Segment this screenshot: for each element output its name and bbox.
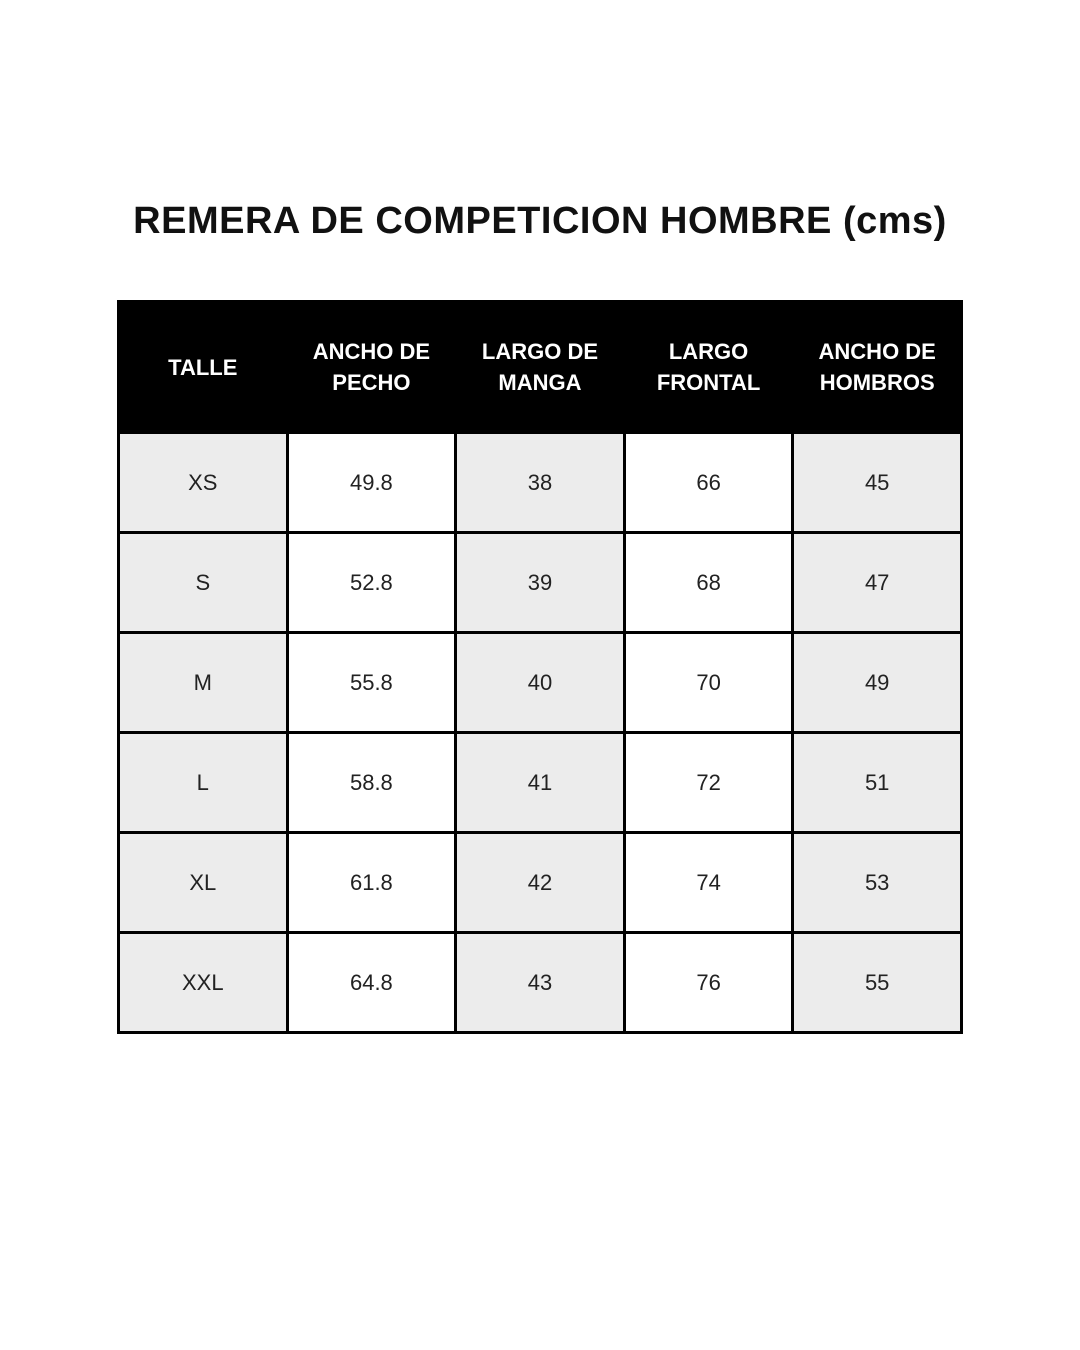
header-largo-frontal bbox=[624, 302, 793, 433]
cell-talle: S bbox=[119, 533, 288, 633]
header-row bbox=[119, 302, 962, 433]
cell-talle: L bbox=[119, 733, 288, 833]
table-row bbox=[119, 833, 962, 933]
cell-ancho-de-hombros: 53 bbox=[793, 833, 962, 933]
header-label: ANCHO DE PECHO bbox=[312, 339, 431, 395]
cell-largo-frontal: 66 bbox=[624, 433, 793, 533]
cell-largo-de-manga: 42 bbox=[456, 833, 625, 933]
cell-largo-de-manga: 41 bbox=[456, 733, 625, 833]
header-largo-de-manga bbox=[456, 302, 625, 433]
header-label: LARGO FRONTAL bbox=[656, 339, 761, 395]
cell-largo-de-manga: 43 bbox=[456, 933, 625, 1033]
cell-ancho-de-hombros: 55 bbox=[793, 933, 962, 1033]
cell-ancho-de-pecho: 64.8 bbox=[287, 933, 456, 1033]
page-title: REMERA DE COMPETICION HOMBRE (cms) bbox=[133, 200, 947, 242]
header-label: LARGO DE MANGA bbox=[481, 339, 599, 395]
cell-ancho-de-pecho: 55.8 bbox=[287, 633, 456, 733]
cell-largo-frontal: 72 bbox=[624, 733, 793, 833]
cell-largo-frontal: 76 bbox=[624, 933, 793, 1033]
cell-ancho-de-hombros: 51 bbox=[793, 733, 962, 833]
table-row bbox=[119, 533, 962, 633]
header-ancho-de-hombros bbox=[793, 302, 962, 433]
table-header bbox=[119, 302, 962, 433]
cell-largo-frontal: 74 bbox=[624, 833, 793, 933]
table-row bbox=[119, 633, 962, 733]
cell-largo-frontal: 70 bbox=[624, 633, 793, 733]
cell-talle: M bbox=[119, 633, 288, 733]
cell-ancho-de-pecho: 61.8 bbox=[287, 833, 456, 933]
cell-largo-de-manga: 39 bbox=[456, 533, 625, 633]
table-row bbox=[119, 433, 962, 533]
table-body bbox=[119, 433, 962, 1033]
cell-largo-de-manga: 38 bbox=[456, 433, 625, 533]
table-row bbox=[119, 933, 962, 1033]
cell-ancho-de-pecho: 49.8 bbox=[287, 433, 456, 533]
cell-talle: XS bbox=[119, 433, 288, 533]
cell-ancho-de-pecho: 58.8 bbox=[287, 733, 456, 833]
header-label: TALLE bbox=[168, 354, 238, 380]
header-label: ANCHO DE HOMBROS bbox=[818, 339, 936, 395]
header-talle bbox=[119, 302, 288, 433]
header-ancho-de-pecho bbox=[287, 302, 456, 433]
table-row bbox=[119, 733, 962, 833]
cell-ancho-de-hombros: 49 bbox=[793, 633, 962, 733]
cell-largo-de-manga: 40 bbox=[456, 633, 625, 733]
cell-ancho-de-hombros: 47 bbox=[793, 533, 962, 633]
cell-ancho-de-pecho: 52.8 bbox=[287, 533, 456, 633]
cell-ancho-de-hombros: 45 bbox=[793, 433, 962, 533]
size-chart-table bbox=[117, 300, 963, 1034]
cell-talle: XXL bbox=[119, 933, 288, 1033]
cell-largo-frontal: 68 bbox=[624, 533, 793, 633]
cell-talle: XL bbox=[119, 833, 288, 933]
